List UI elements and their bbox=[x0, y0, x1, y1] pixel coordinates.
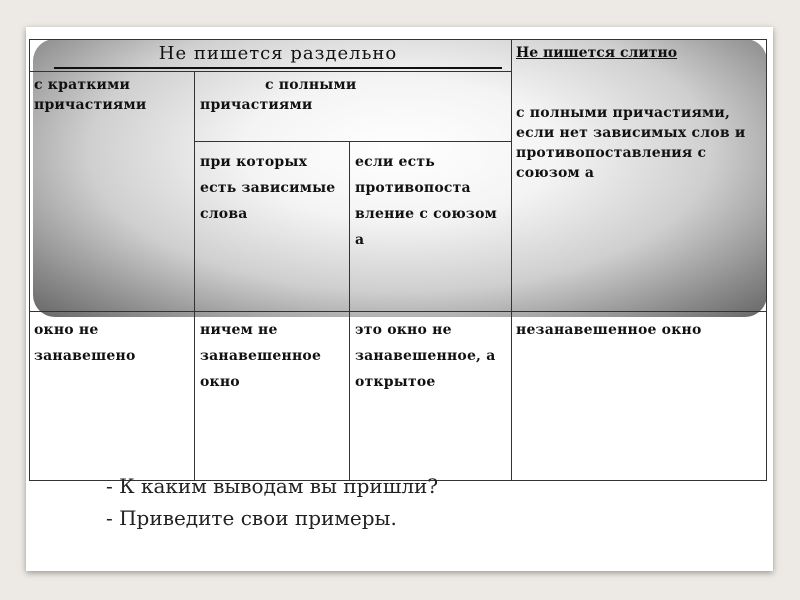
separate-title: Не пишется раздельно bbox=[54, 41, 502, 69]
question-conclusions: - К каким выводам вы пришли? bbox=[106, 474, 439, 498]
dependent-words-header: при которых есть зависимые слова bbox=[200, 154, 336, 222]
rules-table bbox=[29, 39, 767, 480]
example-dependent: ничем не занавешенное окно bbox=[200, 322, 322, 390]
table-border-top bbox=[29, 39, 767, 40]
contrast-header: если есть противопоста вление с союзом а bbox=[355, 154, 497, 248]
short-participles-header: с краткими причастиями bbox=[34, 77, 147, 113]
example-joint: незанавешенное окно bbox=[516, 322, 702, 338]
table-border-right bbox=[766, 39, 767, 480]
col-line-1 bbox=[194, 71, 195, 480]
row-line-3 bbox=[29, 311, 767, 312]
table-border-left bbox=[29, 39, 30, 480]
question-examples: - Приведите свои примеры. bbox=[106, 506, 397, 530]
joint-description: с полными причастиями, если нет зависимых слов и противопоставления с союзом а bbox=[516, 105, 746, 181]
joint-title: Не пишется слитно bbox=[516, 45, 678, 61]
slide bbox=[26, 27, 773, 571]
col-line-2 bbox=[349, 141, 350, 480]
example-contrast: это окно не занавешенное, а открытое bbox=[355, 322, 496, 390]
col-line-3 bbox=[511, 39, 512, 480]
row-line-2 bbox=[194, 141, 511, 142]
questions bbox=[106, 470, 438, 534]
full-participles-header: с полными причастиями bbox=[200, 77, 357, 113]
row-line-1 bbox=[29, 71, 511, 72]
example-short: окно не занавешено bbox=[34, 322, 136, 364]
